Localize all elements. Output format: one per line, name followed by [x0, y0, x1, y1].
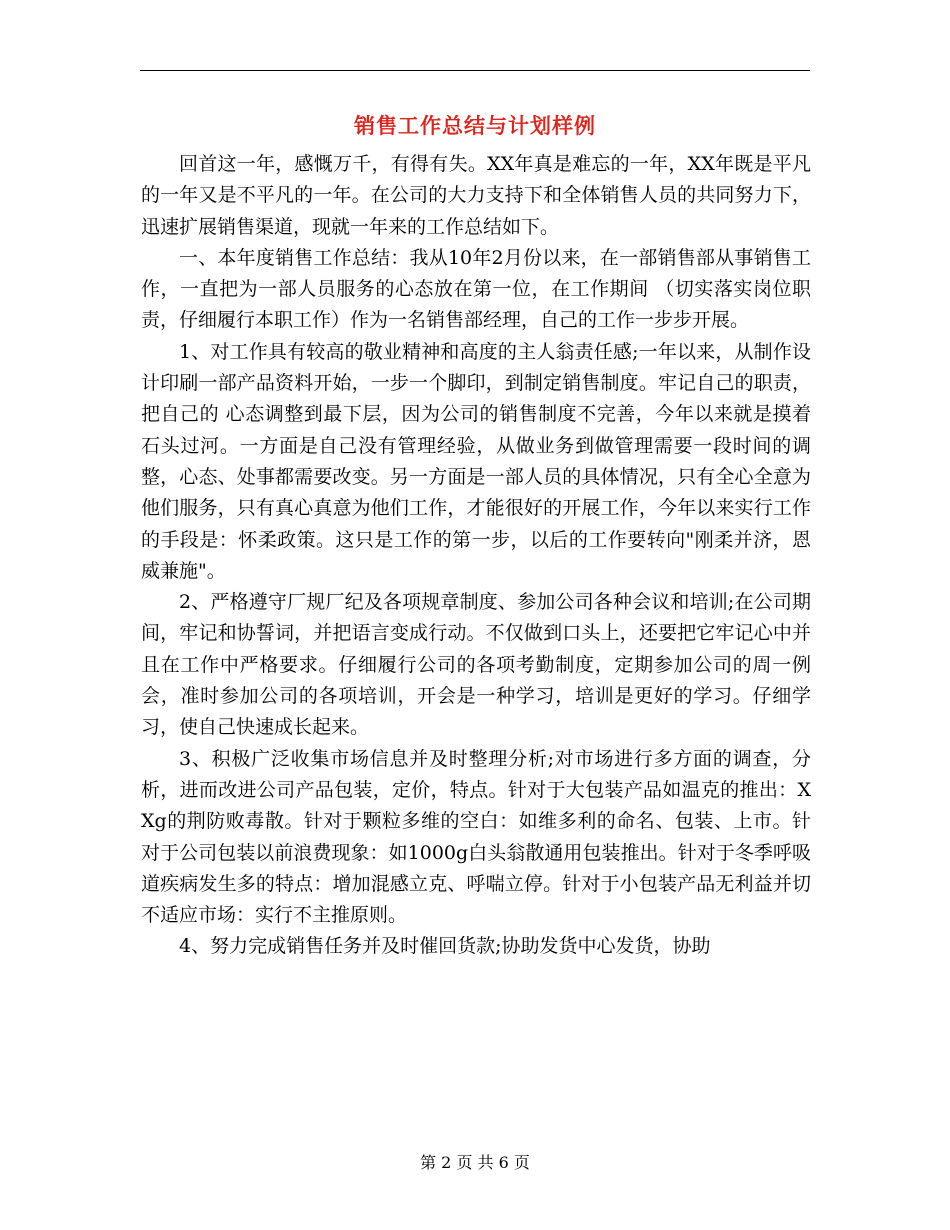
- document-title: 销售工作总结与计划样例: [354, 113, 596, 138]
- paragraph-section-1: 一、本年度销售工作总结：我从10年2月份以来，在一部销售部从事销售工作，一直把为一部人员服务的心态放在第一位，在工作期间 （切实落实岗位职责，仔细履行本职工作）作为一名销售部经理，自己的工作一步步开展。: [141, 246, 811, 332]
- page-number-footer: 第 2 页 共 6 页: [420, 1153, 530, 1172]
- document-body: [141, 149, 811, 963]
- paragraph-item-1: 1、对工作具有较高的敬业精神和高度的主人翁责任感;一年以来，从制作设计印刷一部产品资料开始，一步一个脚印，到制定销售制度。牢记自己的职责，把自己的 心态调整到最下层，因为公司的销售制度不完善，今年以来就是摸着石头过河。一方面是自己没有管理经验，从做业务到做管理需要一段时间的调整，心态、处事都需要改变。另一方面是一部人员的具体情况，只有全心全意为他们服务，只有真心真意为他们工作，才能很好的开展工作，今年以来实行工作的手段是：怀柔政策。这只是工作的第一步，以后的工作要转向"刚柔并济，恩威兼施"。: [141, 340, 811, 582]
- paragraph-item-4: 4、努力完成销售任务并及时催回货款;协助发货中心发货，协助: [179, 935, 711, 958]
- paragraph-item-2: 2、严格遵守厂规厂纪及各项规章制度、参加公司各种会议和培训;在公司期间，牢记和协誓词，并把语言变成行动。不仅做到口头上，还要把它牢记心中并且在工作中严格要求。仔细履行公司的各项考勤制度，定期参加公司的周一例会，准时参加公司的各项培训，开会是一种学习，培训是更好的学习。仔细学习，使自己快速成长起来。: [141, 591, 811, 739]
- header-rule: [140, 70, 810, 71]
- paragraph-intro: 回首这一年，感慨万千，有得有失。XX年真是难忘的一年，XX年既是平凡的一年又是不平凡的一年。在公司的大力支持下和全体销售人员的共同努力下，迅速扩展销售渠道，现就一年来的工作总结如下。: [141, 153, 811, 238]
- paragraph-item-3: 3、积极广泛收集市场信息并及时整理分析;对市场进行多方面的调查，分析，进而改进公司产品包装，定价，特点。针对于大包装产品如温克的推出：XXg的荆防败毒散。针对于颗粒多维的空白：如维多利的命名、包装、上市。针对于公司包装以前浪费现象：如1000g白头翁散通用包装推出。针对于冬季呼吸道疾病发生多的特点：增加混感立克、呼喘立停。针对于小包装产品无利益并切不适应市场：实行不主推原则。: [141, 747, 811, 927]
